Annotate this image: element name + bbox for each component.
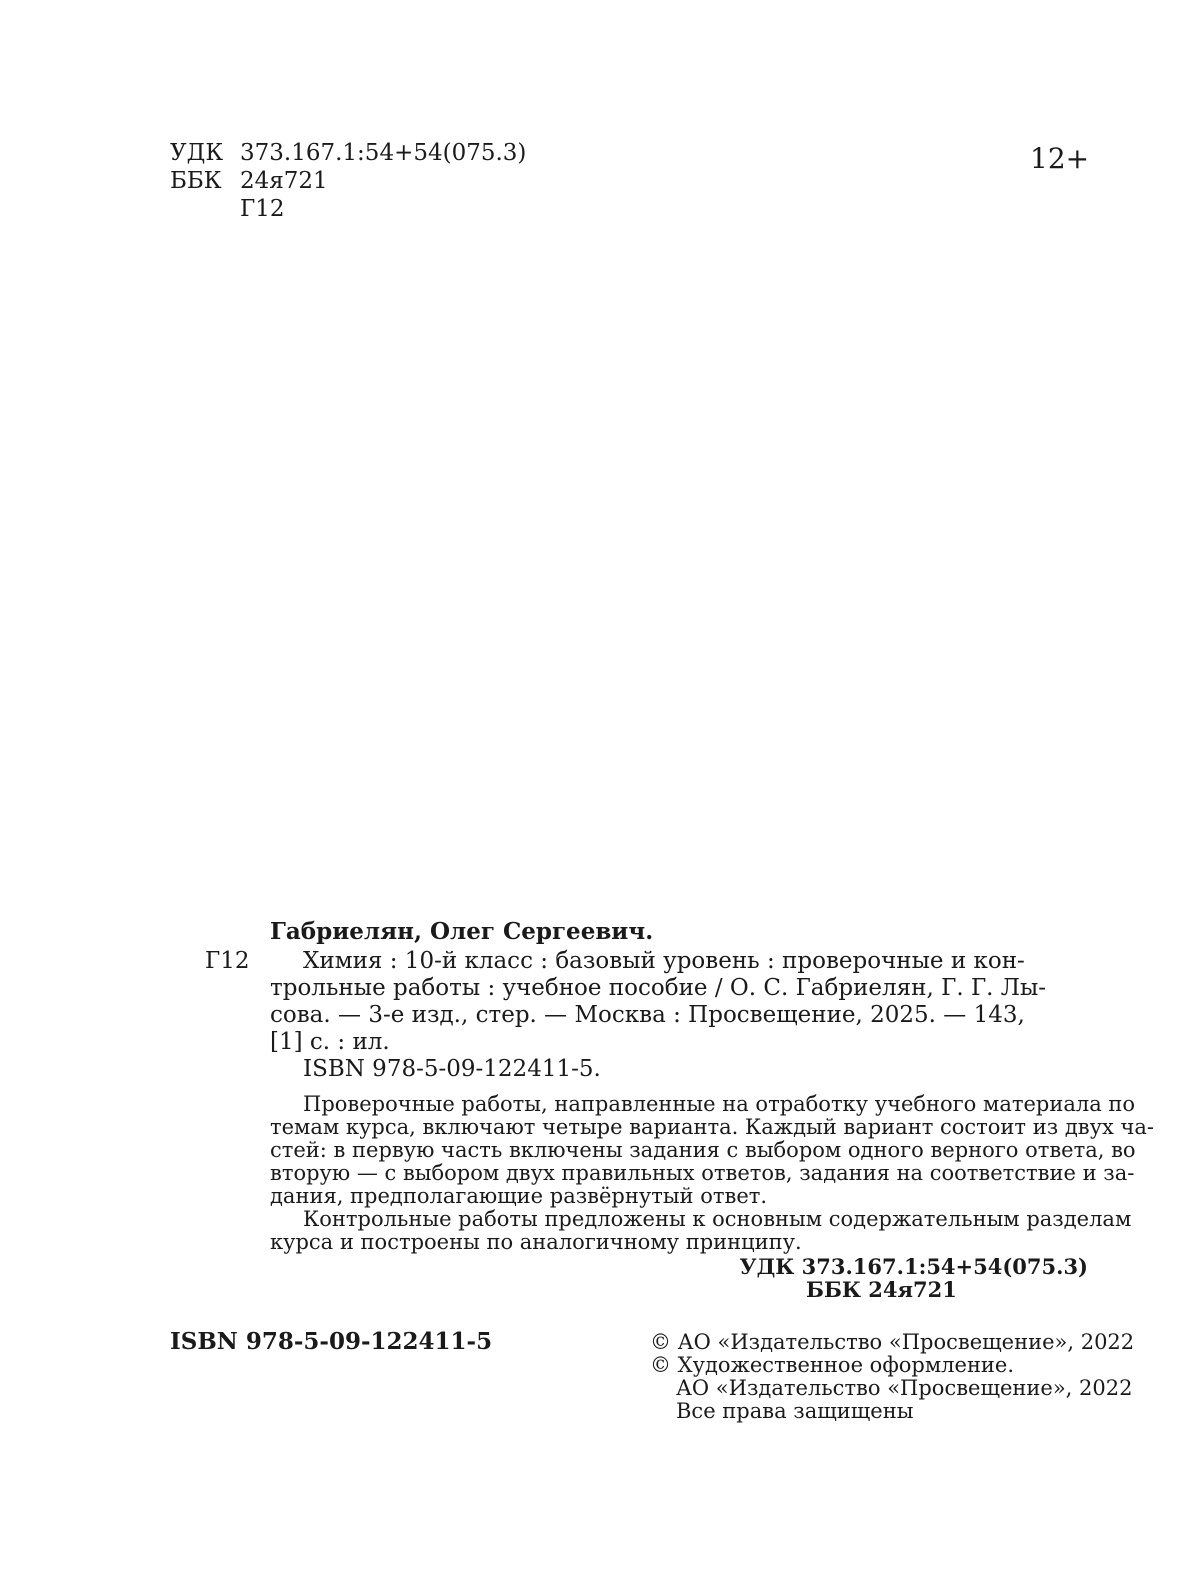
description-line-3: сова. — 3-е изд., стер. — Москва : Просвещение, 2025. — 143, xyxy=(270,1002,1025,1028)
age-rating: 12+ xyxy=(1030,142,1090,175)
annotation-line-2: темам курса, включают четыре варианта. Каждый вариант состоит из двух ча- xyxy=(270,1115,1154,1139)
copyright-line-1: © АО «Издательство «Просвещение», 2022 xyxy=(650,1330,1135,1354)
udk-label: УДК xyxy=(170,140,224,166)
isbn-line: ISBN 978-5-09-122411-5. xyxy=(303,1056,601,1082)
annotation-line-1: Проверочные работы, направленные на отработку учебного материала по xyxy=(303,1092,1136,1116)
annotation-line-3: стей: в первую часть включены задания с выбором одного верного ответа, во xyxy=(270,1138,1136,1162)
description-line-1: Химия : 10-й класс : базовый уровень : проверочные и кон- xyxy=(303,948,1025,974)
description-line-2: трольные работы : учебное пособие / О. С. Габриелян, Г. Г. Лы- xyxy=(270,975,1047,1001)
udk-footer: УДК 373.167.1:54+54(075.3) xyxy=(739,1254,1088,1279)
isbn-footer: ISBN 978-5-09-122411-5 xyxy=(170,1328,493,1355)
udk-value: 373.167.1:54+54(075.3) xyxy=(240,140,527,166)
author-mark: Г12 xyxy=(205,948,250,974)
bbk-value: 24я721 xyxy=(240,168,328,194)
copyright-line-3: АО «Издательство «Просвещение», 2022 xyxy=(676,1376,1133,1400)
copyright-line-2: © Художественное оформление. xyxy=(650,1353,1015,1377)
bbk-label: ББК xyxy=(170,168,222,194)
bbk-footer: ББК 24я721 xyxy=(806,1277,957,1302)
annotation-line-7: курса и построены по аналогичному принципу. xyxy=(270,1230,802,1254)
annotation-line-5: дания, предполагающие развёрнутый ответ. xyxy=(270,1184,768,1208)
annotation-line-4: вторую — с выбором двух правильных ответов, задания на соответствие и за- xyxy=(270,1161,1135,1185)
annotation-line-6: Контрольные работы предложены к основным содержательным разделам xyxy=(303,1207,1132,1231)
author-mark-top: Г12 xyxy=(240,196,285,222)
description-line-4: [1] с. : ил. xyxy=(270,1029,390,1055)
author-heading: Габриелян, Олег Сергеевич. xyxy=(270,918,654,945)
copyright-line-4: Все права защищены xyxy=(676,1399,914,1423)
